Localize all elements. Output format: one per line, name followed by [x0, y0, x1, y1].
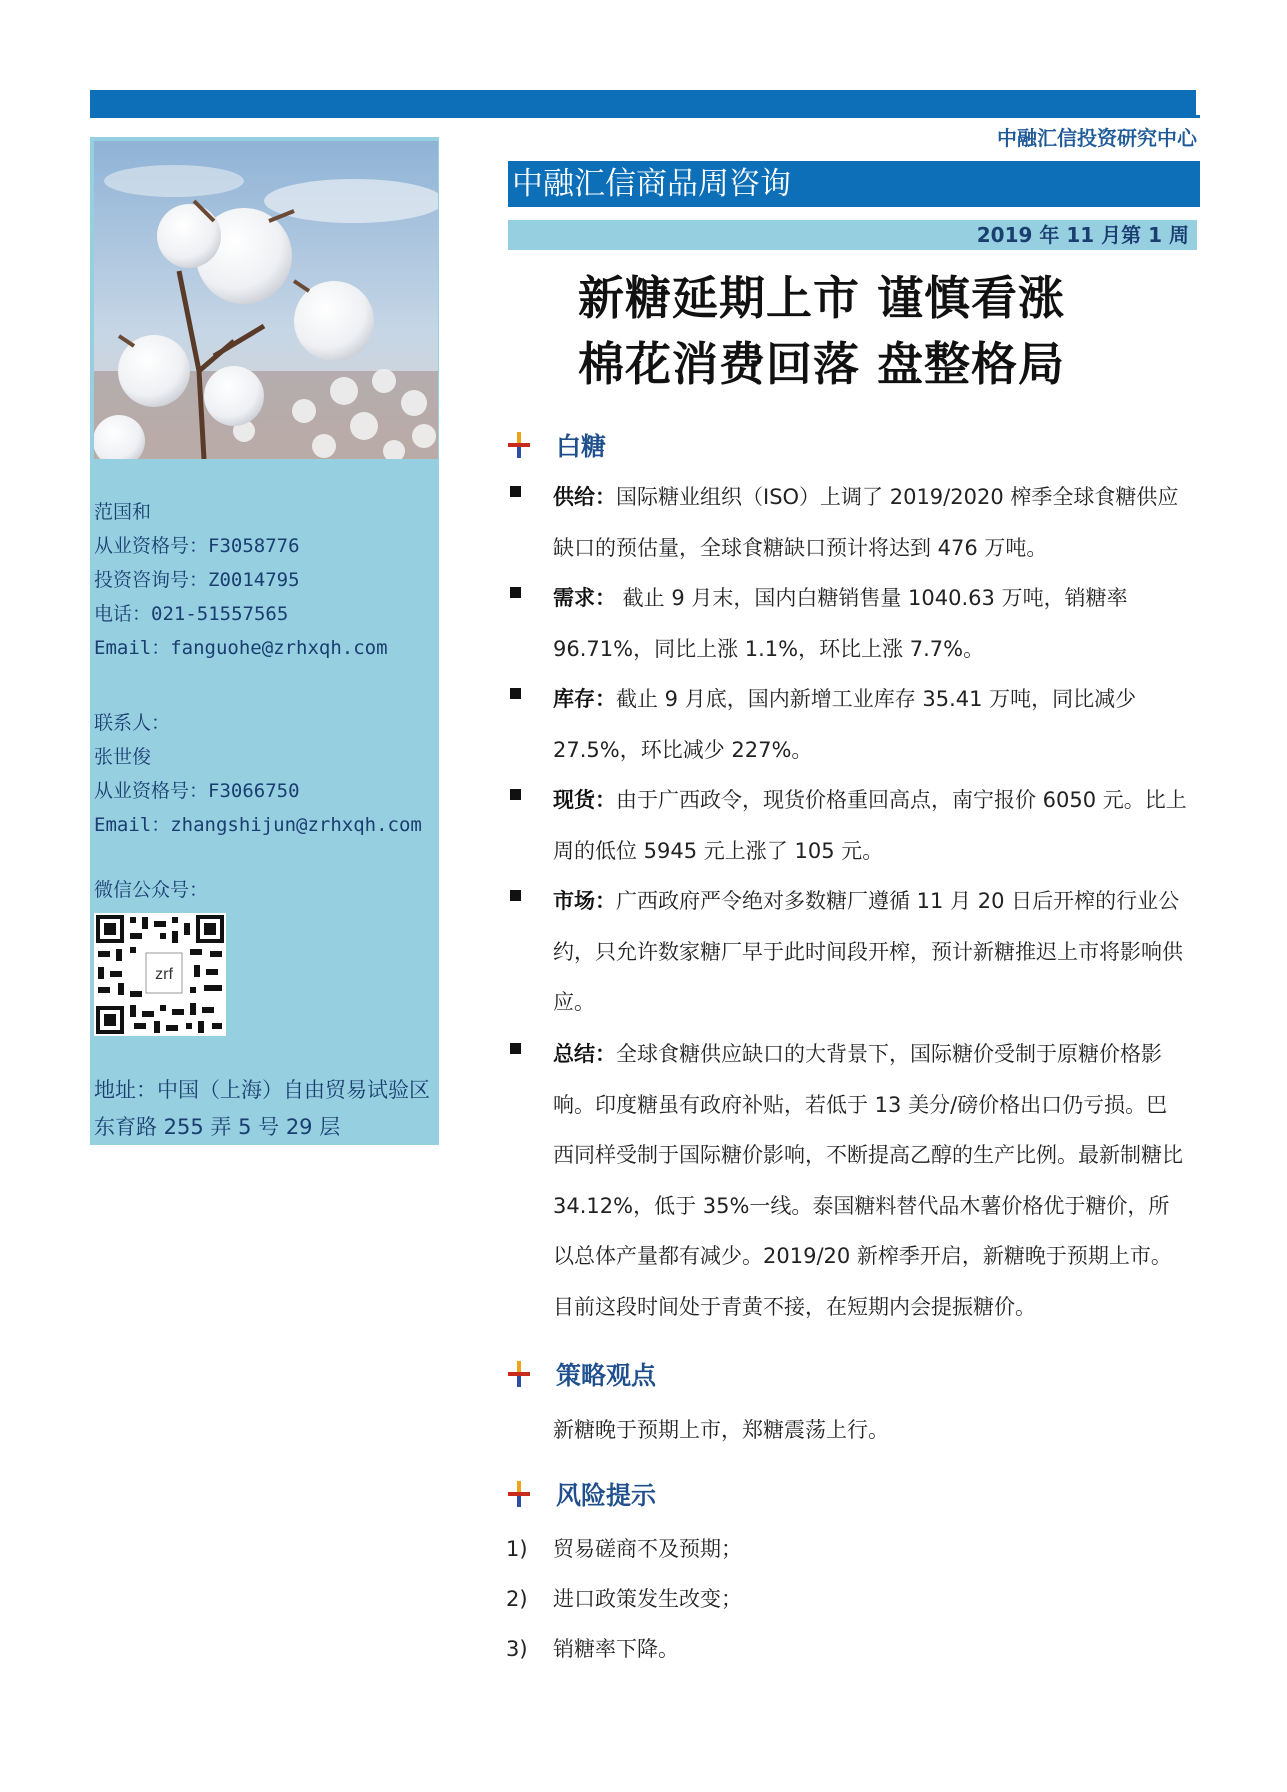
bullet-square-icon [510, 1043, 521, 1054]
risk-number: 1) [506, 1537, 528, 1561]
bullet-square-icon [510, 486, 521, 497]
report-title: 中融汇信商品周咨询 [508, 161, 1200, 207]
bullet-square-icon [510, 789, 521, 800]
qr-logo: zrf [155, 966, 173, 983]
risk-text: 销糖率下降。 [553, 1637, 679, 1661]
section-sugar-title: 白糖 [556, 432, 607, 461]
office-address: 地址：中国（上海）自由贸易试验区东育路 255 弄 5 号 29 层 [94, 1078, 430, 1139]
header-rule [90, 115, 1200, 118]
contact-cert: 从业资格号：F3066750 [94, 780, 300, 802]
section-risk-heading [508, 1474, 656, 1514]
spot-label: 现货： [553, 788, 616, 812]
market-text: 广西政府严令绝对多数糖厂遵循 11 月 20 日后开榨的行业公约，只允许数家糖厂早于此时间段开榨，预计新糖推迟上市将影响供应。 [553, 889, 1183, 1014]
sidebar [90, 137, 439, 1145]
bullet-summary [508, 1029, 1188, 1332]
bullet-stock [508, 674, 1188, 775]
stock-label: 库存： [553, 687, 616, 711]
risk-number: 3) [506, 1637, 528, 1661]
demand-label: 需求： [553, 586, 616, 610]
section-risk-title: 风险提示 [556, 1481, 657, 1510]
bullet-market [508, 876, 1188, 1028]
bullet-spot [508, 775, 1188, 876]
supply-text: 国际糖业组织（ISO）上调了 2019/2020 榨季全球食糖供应缺口的预估量，全球食糖缺口预计将达到 476 万吨。 [553, 485, 1179, 560]
bullet-square-icon [510, 688, 521, 699]
wechat-qr-code[interactable] [94, 913, 226, 1036]
bullet-square-icon [510, 587, 521, 598]
contact-info [94, 706, 434, 842]
cotton-photo [94, 141, 438, 459]
bullet-square-icon [510, 890, 521, 901]
risk-text: 贸易磋商不及预期； [553, 1537, 742, 1561]
report-week: 2019 年 11 月第 1 周 [508, 220, 1197, 250]
risk-text: 进口政策发生改变； [553, 1587, 742, 1611]
analyst-advisor-id: 投资咨询号：Z0014795 [94, 569, 300, 591]
analyst-cert: 从业资格号：F3058776 [94, 535, 300, 557]
section-marker-icon [508, 1361, 530, 1387]
analyst-phone: 电话：021-51557565 [94, 603, 289, 625]
risk-item [506, 1533, 742, 1563]
bullet-supply [508, 472, 1188, 573]
contact-email[interactable]: Email：zhangshijun@zrhxqh.com [94, 814, 422, 836]
headline-line-1: 新糖延期上市 谨慎看涨 [578, 271, 1066, 325]
risk-number: 2) [506, 1587, 528, 1611]
risk-item [506, 1583, 742, 1613]
contact-name: 张世俊 [94, 746, 152, 768]
org-name: 中融汇信投资研究中心 [997, 126, 1197, 150]
risk-item [506, 1633, 679, 1663]
demand-text: 截止 9 月末，国内白糖销售量 1040.63 万吨，销糖率 96.71%，同比上涨 1.1%，环比上涨 7.7%。 [553, 586, 1128, 661]
strategy-text: 新糖晚于预期上市，郑糖震荡上行。 [553, 1418, 889, 1442]
section-marker-icon [508, 432, 530, 458]
bullet-demand [508, 573, 1188, 674]
analyst-info [94, 495, 434, 665]
section-marker-icon [508, 1481, 530, 1507]
summary-text: 全球食糖供应缺口的大背景下，国际糖价受制于原糖价格影响。印度糖虽有政府补贴，若低于 13 美分/磅价格出口仍亏损。巴西同样受制于国际糖价影响，不断提高乙醇的生产比例。最新制糖比 34.12%，低于 35%一线。泰国糖料替代品木薯价格优于糖价，所以总体产量都有减少。2019/20 新榨季开启，新糖晚于预期上市。目前这段时间处于青黄不接，在短期内会提振糖价。 [553, 1042, 1183, 1319]
contact-label: 联系人： [94, 712, 171, 734]
analyst-name: 范国和 [94, 501, 152, 523]
header-bar [90, 90, 1196, 115]
headline-line-2: 棉花消费回落 盘整格局 [578, 337, 1066, 391]
analyst-email[interactable]: Email：fanguohe@zrhxqh.com [94, 637, 388, 659]
spot-text: 由于广西政令，现货价格重回高点，南宁报价 6050 元。比上周的低位 5945 元上涨了 105 元。 [553, 788, 1187, 863]
summary-label: 总结： [553, 1042, 616, 1066]
section-strategy-heading [508, 1354, 656, 1394]
wechat-label: 微信公众号： [94, 879, 209, 901]
market-label: 市场： [553, 889, 616, 913]
section-sugar-heading [508, 425, 606, 465]
supply-label: 供给： [553, 485, 616, 509]
section-strategy-title: 策略观点 [556, 1361, 657, 1390]
stock-text: 截止 9 月底，国内新增工业库存 35.41 万吨，同比减少 27.5%，环比减少 227%。 [553, 687, 1137, 762]
